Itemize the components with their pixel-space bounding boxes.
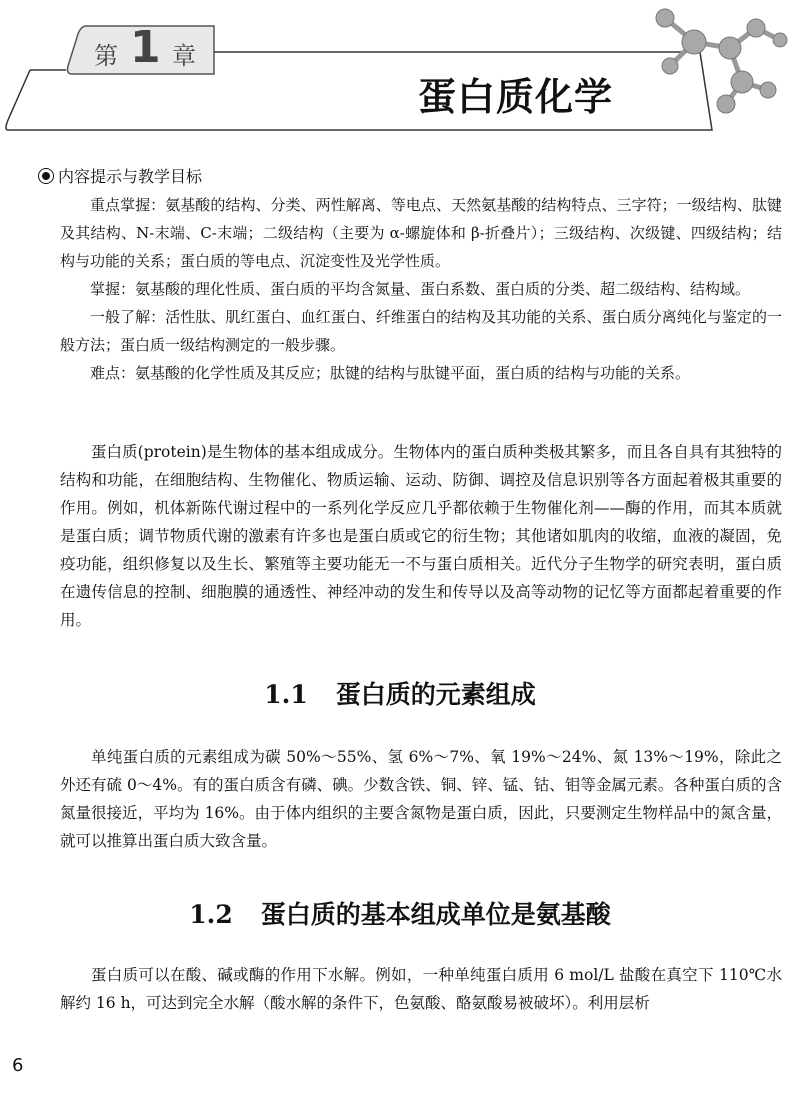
section-1-2-body xyxy=(60,961,782,1017)
section-paragraph: 单纯蛋白质的元素组成为碳 50%～55%、氢 6%～7%、氧 19%～24%、氮 13%～19%，除此之外还有硫 0～4%。有的蛋白质含有磷、碘。少数含铁、铜、锌、锰、钴、钼等金属元素。各种蛋白质的含氮量很接近，平均为 16%。由于体内组织的主要含氮物是蛋白质，因此，只要测定生物样品中的氮含量，就可以推算出蛋白质大致含量。 xyxy=(60,748,782,850)
summary-heading xyxy=(38,163,782,191)
section-number: 1.2 xyxy=(189,900,233,929)
summary-heading-text: 内容提示与教学目标 xyxy=(58,167,203,186)
summary-paragraph-difficulty: 难点：氨基酸的化学性质及其反应；肽键的结构与肽键平面，蛋白质的结构与功能的关系。 xyxy=(90,364,691,382)
chapter-prefix: 第 xyxy=(94,42,118,70)
bullet-circle-icon xyxy=(38,168,54,184)
chapter-suffix: 章 xyxy=(172,42,196,70)
chapter-title: 蛋白质化学 xyxy=(418,75,614,119)
chapter-number: 1 xyxy=(130,22,161,73)
page-number: 6 xyxy=(12,1055,24,1076)
summary-paragraph-general: 一般了解：活性肽、肌红蛋白、血红蛋白、纤维蛋白的结构及其功能的关系、蛋白质分离纯化与鉴定的一般方法；蛋白质一级结构测定的一般步骤。 xyxy=(60,308,782,354)
section-heading-1-1 xyxy=(0,675,800,711)
section-1-1-body xyxy=(60,743,782,855)
summary-paragraph-key: 重点掌握：氨基酸的结构、分类、两性解离、等电点、天然氨基酸的结构特点、三字符；一级结构、肽键及其结构、N-末端、C-末端；二级结构（主要为 α-螺旋体和 β-折叠片）；三级结构、次级键、四级结构；结构与功能的关系；蛋白质的等电点、沉淀变性及光学性质。 xyxy=(60,196,782,270)
molecule-icon xyxy=(630,0,800,140)
intro-block xyxy=(60,438,782,634)
chapter-header xyxy=(0,0,800,150)
section-title: 蛋白质的基本组成单位是氨基酸 xyxy=(260,900,611,929)
section-title: 蛋白质的元素组成 xyxy=(335,680,536,709)
section-number: 1.1 xyxy=(264,680,308,709)
intro-paragraph: 蛋白质(protein)是生物体的基本组成成分。生物体内的蛋白质种类极其繁多，而且各自具有其独特的结构和功能，在细胞结构、生物催化、物质运输、运动、防御、调控及信息识别等各方面起着极其重要的作用。例如，机体新陈代谢过程中的一系列化学反应几乎都依赖于生物催化剂——酶的作用，而其本质就是蛋白质；调节物质代谢的激素有许多也是蛋白质或它的衍生物；其他诸如肌肉的收缩，血液的凝固，免疫功能，组织修复以及生长、繁殖等主要功能无一不与蛋白质相关。近代分子生物学的研究表明，蛋白质在遗传信息的控制、细胞膜的通透性、神经冲动的发生和传导以及高等动物的记忆等方面都起着重要的作用。 xyxy=(60,443,782,629)
summary-block xyxy=(60,163,782,387)
summary-paragraph-master: 掌握：氨基酸的理化性质、蛋白质的平均含氮量、蛋白系数、蛋白质的分类、超二级结构、结构域。 xyxy=(90,280,751,298)
section-heading-1-2 xyxy=(0,895,800,931)
section-paragraph: 蛋白质可以在酸、碱或酶的作用下水解。例如，一种单纯蛋白质用 6 mol/L 盐酸在真空下 110℃水解约 16 h，可达到完全水解（酸水解的条件下，色氨酸、酪氨酸易被破坏）。利用层析 xyxy=(60,966,782,1012)
